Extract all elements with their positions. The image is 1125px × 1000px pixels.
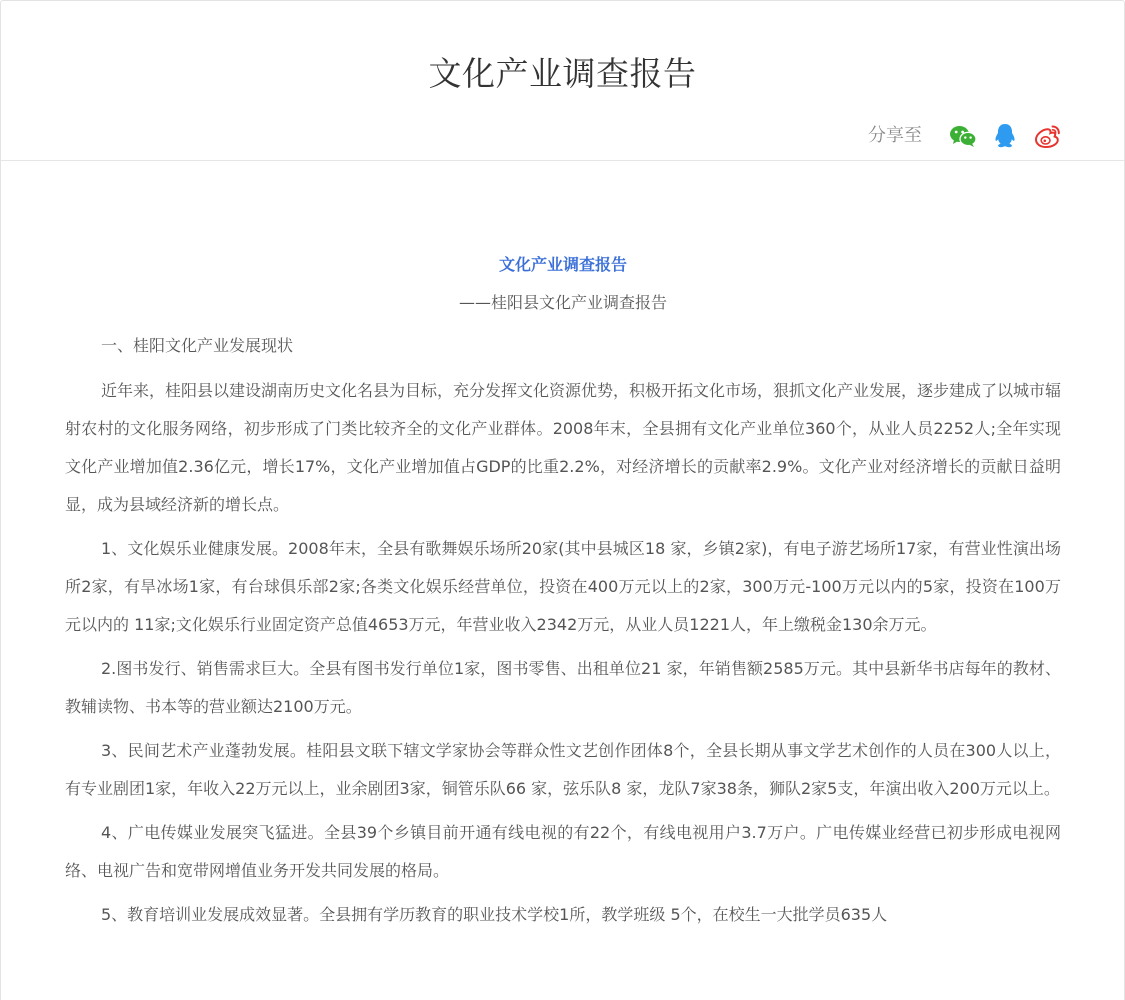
paragraph-education: 5、教育培训业发展成效显著。全县拥有学历教育的职业技术学校1所，教学班级 5个，在校生一大批学员635人	[101, 905, 888, 924]
page-header	[1, 1, 1124, 161]
paragraph-broadcast: 4、广电传媒业发展突飞猛进。全县39个乡镇目前开通有线电视的有22个，有线电视用户3.7万户。广电传媒业经营已初步形成电视网络、电视广告和宽带网增值业务开发共同发展的格局。	[65, 823, 1061, 880]
share-label: 分享至	[868, 125, 922, 146]
article-body	[65, 161, 1061, 934]
paragraph-overview: 近年来，桂阳县以建设湖南历史文化名县为目标，充分发挥文化资源优势，积极开拓文化市场，狠抓文化产业发展，逐步建成了以城市辐射农村的文化服务网络，初步形成了门类比较齐全的文化产业群体。2008年末，全县拥有文化产业单位360个，从业人员2252人;全年实现文化产业增加值2.36亿元，增长17%，文化产业增加值占GDP的比重2.2%，对经济增长的贡献率2.9%。文化产业对经济增长的贡献日益明显，成为县域经济新的增长点。	[65, 381, 1062, 514]
section-heading: 一、桂阳文化产业发展现状	[101, 336, 294, 355]
page-title: 文化产业调查报告	[428, 54, 697, 93]
paragraph-books: 2.图书发行、销售需求巨大。全县有图书发行单位1家，图书零售、出租单位21 家，年销售额2585万元。其中县新华书店每年的教材、教辅读物、书本等的营业额达2100万元。	[65, 659, 1061, 716]
weibo-icon[interactable]	[1032, 121, 1062, 151]
share-bar	[868, 119, 1062, 153]
article-subtitle: ——桂阳县文化产业调查报告	[458, 293, 667, 312]
wechat-icon[interactable]	[948, 121, 978, 151]
article-title: 文化产业调查报告	[498, 255, 627, 274]
qq-icon[interactable]	[990, 121, 1020, 151]
paragraph-folk-art: 3、民间艺术产业蓬勃发展。桂阳县文联下辖文学家协会等群众性文艺创作团体8个，全县长期从事文学艺术创作的人员在300人以上，有专业剧团1家，年收入22万元以上，业余剧团3家，铜管乐队66 家，弦乐队8 家，龙队7家38条，狮队2家5支，年演出收入200万元以上。	[65, 741, 1061, 798]
paragraph-entertainment: 1、文化娱乐业健康发展。2008年末，全县有歌舞娱乐场所20家(其中县城区18 家，乡镇2家)，有电子游艺场所17家，有营业性演出场所2家，有旱冰场1家，有台球俱乐部2家;各类文化娱乐经营单位，投资在400万元以上的2家，300万元-100万元以内的5家，投资在100万元以内的 11家;文化娱乐行业固定资产总值4653万元，年营业收入2342万元，从业人员1221人，年上缴税金130余万元。	[65, 539, 1061, 634]
